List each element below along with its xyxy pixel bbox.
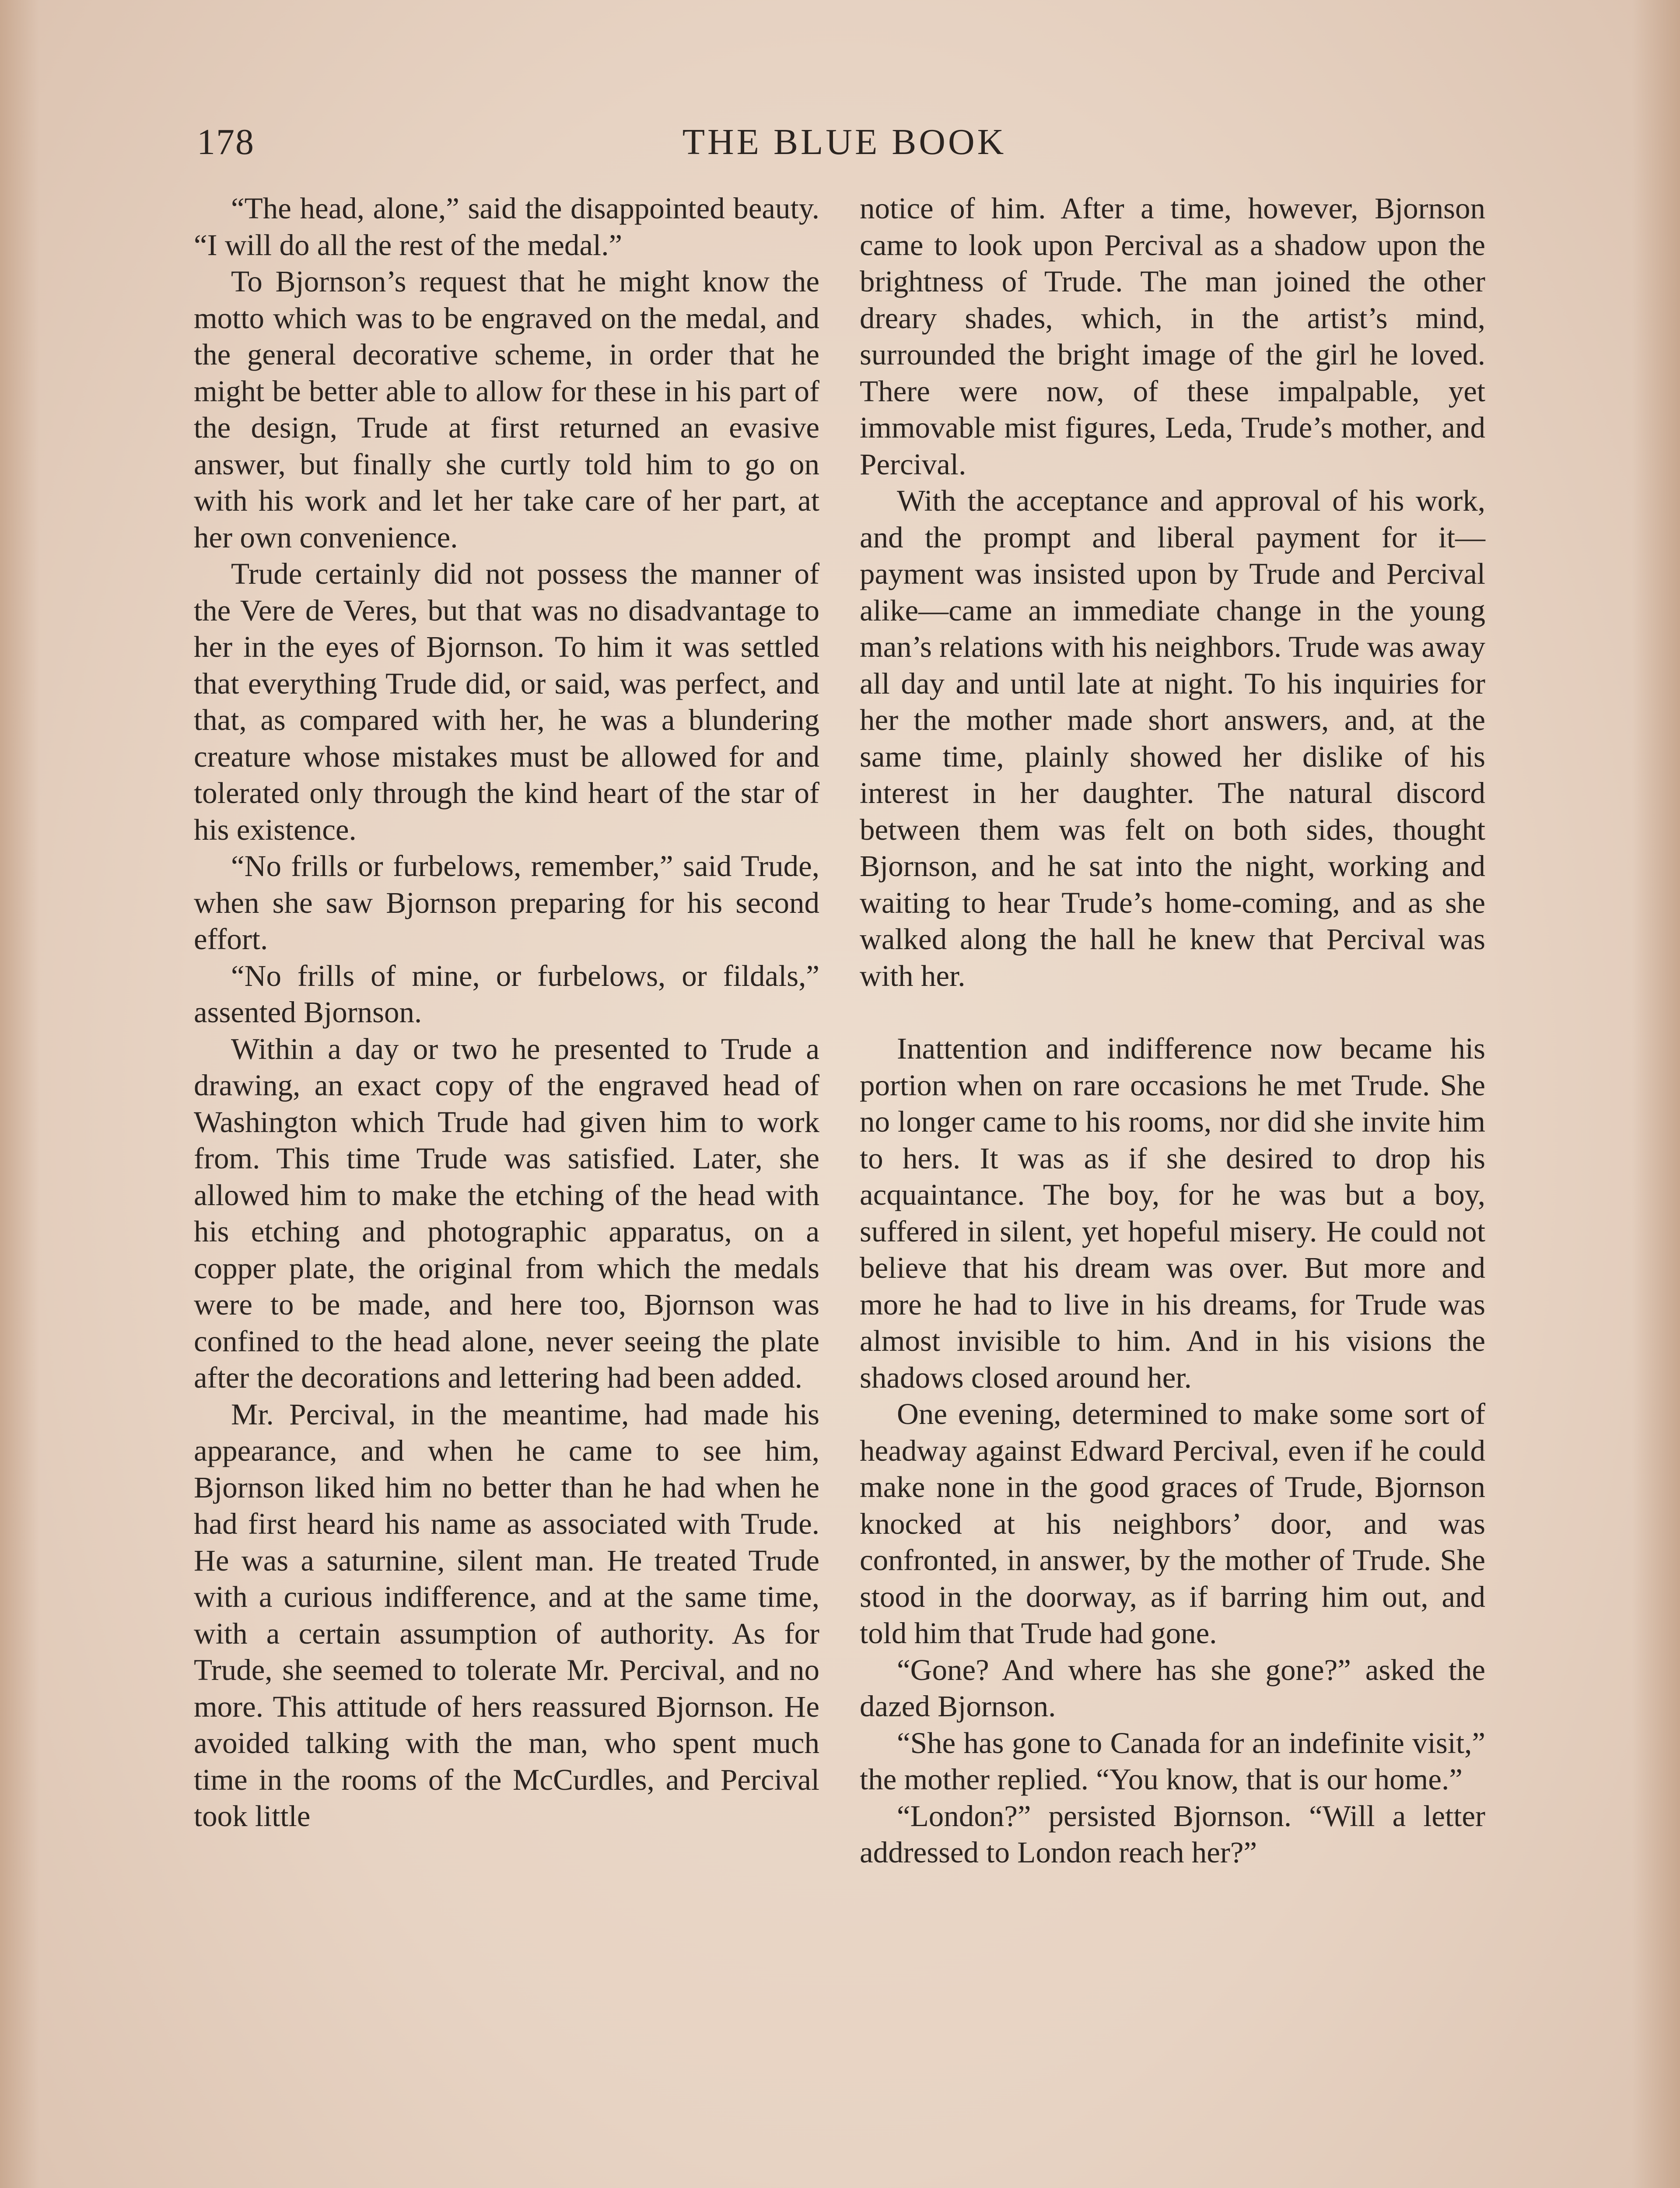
left-text-column bbox=[194, 190, 819, 1835]
paragraph: One evening, determined to make some sort of headway against Edward Percival, even if he could make none in the good graces of Trude, Bjornson knocked at his neighbors’ door, and was confronted, in answer, by the mother of Trude. She stood in the doorway, as if barring him out, and told him that Trude had gone. bbox=[860, 1397, 1485, 1650]
running-head-title: THE BLUE BOOK bbox=[682, 122, 1007, 162]
paragraph: “No frills or furbelows, remember,” said Trude, when she saw Bjornson preparing for his second effort. bbox=[194, 849, 819, 956]
paragraph: With the acceptance and approval of his work, and the prompt and liberal payment for it—payment was insisted upon by Trude and Percival alike—came an immediate change in the young man’s relations with his neighbors. Trude was away all day and until late at night. To his inquiries for her the mother made short answers, and, at the same time, plainly showed her dislike of his interest in her daughter. The natural discord between them was felt on both sides, thought Bjornson, and he sat into the night, working and waiting to hear Trude’s home-coming, and as she walked along the hall he knew that Percival was with her. bbox=[860, 484, 1485, 992]
page-header bbox=[197, 118, 1492, 171]
paragraph: “The head, alone,” said the disappointed beauty. “I will do all the rest of the medal.” bbox=[194, 192, 819, 262]
page-number: 178 bbox=[197, 122, 255, 162]
section-break-paragraph: Inattention and indifference now became his portion when on rare occasions he met Trude. She no longer came to his rooms, nor did she invite him to hers. It was as if she desired to drop his acquaintance. The boy, for he was but a boy, suffered in silent, yet hopeful misery. He could not believe that his dream was over. But more and more he had to live in his dreams, for Trude was almost invisible to him. And in his visions the shadows closed around her. bbox=[860, 1032, 1485, 1394]
paragraph-continuation: notice of him. After a time, however, Bjornson came to look upon Percival as a shadow upon the brightness of Trude. The man joined the other dreary shades, which, in the artist’s mind, surrounded the bright image of the girl he loved. There were now, of these impalpable, yet immovable mist figures, Leda, Trude’s mother, and Percival. bbox=[860, 192, 1485, 481]
paragraph: Trude certainly did not possess the manner of the Vere de Veres, but that was no disadvantage to her in the eyes of Bjornson. To him it was settled that everything Trude did, or said, was perfect, and that, as compared with her, he was a blundering creature whose mistakes must be allowed for and tolerated only through the kind heart of the star of his existence. bbox=[194, 557, 819, 846]
paragraph: Within a day or two he presented to Trude a drawing, an exact copy of the engraved head of Washington which Trude had given him to work from. This time Trude was satisfied. Later, she allowed him to make the etching of the head with his etching and photographic apparatus, on a copper plate, the original from which the medals were to be made, and here too, Bjornson was confined to the head alone, never seeing the plate after the decorations and lettering had been added. bbox=[194, 1032, 819, 1394]
page-edge-shadow-right bbox=[1632, 0, 1680, 2188]
paragraph: “She has gone to Canada for an indefinite visit,” the mother replied. “You know, that is our home.” bbox=[860, 1726, 1485, 1796]
paragraph: “Gone? And where has she gone?” asked the dazed Bjornson. bbox=[860, 1653, 1485, 1723]
right-text-column bbox=[860, 190, 1485, 1871]
paragraph: Mr. Percival, in the meantime, had made his appearance, and when he came to see him, Bjornson liked him no better than he had when he had first heard his name as associated with Trude. He was a saturnine, silent man. He treated Trude with a curious indifference, and at the same time, with a certain assumption of authority. As for Trude, she seemed to tolerate Mr. Percival, and no more. This attitude of hers reassured Bjornson. He avoided talking with the man, who spent much time in the rooms of the McCurdles, and Percival took little bbox=[194, 1397, 819, 1833]
paragraph: “No frills of mine, or furbelows, or fildals,” assented Bjornson. bbox=[194, 959, 819, 1029]
page-edge-shadow-left bbox=[0, 0, 39, 2188]
paragraph: “London?” persisted Bjornson. “Will a letter addressed to London reach her?” bbox=[860, 1799, 1485, 1869]
paragraph: To Bjornson’s request that he might know the motto which was to be engraved on the medal, and the general decorative scheme, in order that he might be better able to allow for these in his part of the design, Trude at first returned an evasive answer, but finally she curtly told him to go on with his work and let her take care of her part, at her own convenience. bbox=[194, 265, 819, 554]
